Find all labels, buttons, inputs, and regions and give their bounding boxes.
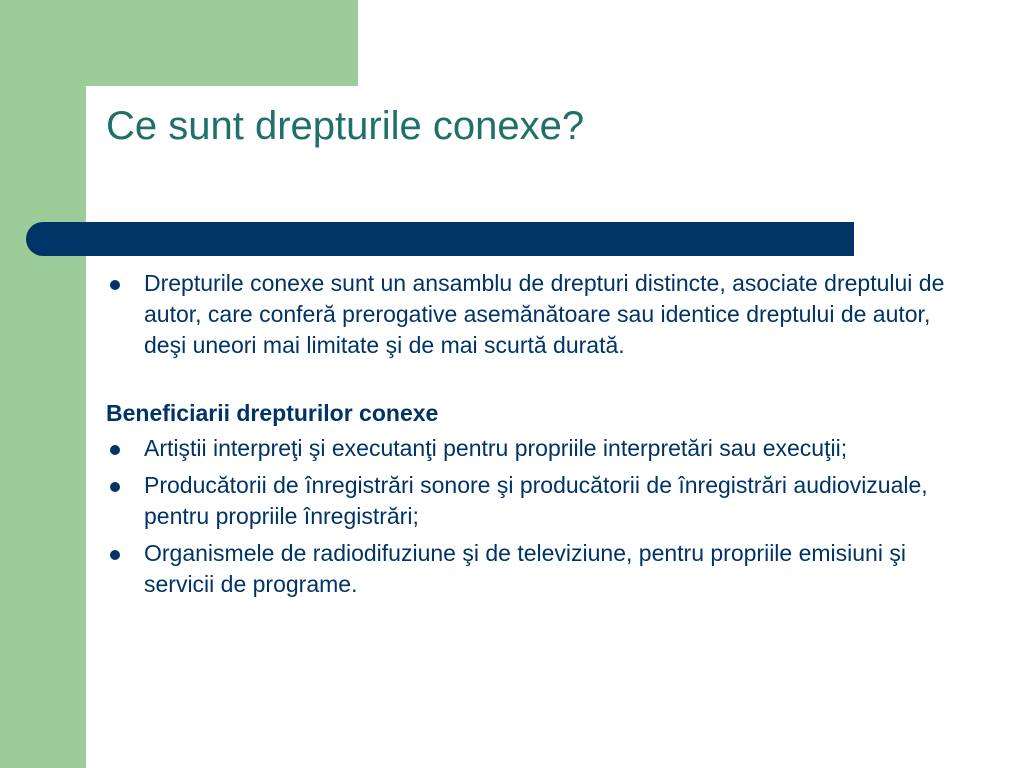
beneficiary-item: [106, 433, 966, 464]
beneficiary-item-text: Producătorii de înregistrări sonore şi producătorii de înregistrări audiovizuale, pentru propriile înregistrări;: [144, 472, 928, 529]
decorative-green-sidebar: [0, 0, 86, 768]
intro-bullet: [106, 268, 966, 361]
beneficiaries-heading: Beneficiarii drepturilor conexe: [106, 400, 439, 426]
bullet-dot-icon: [110, 482, 120, 492]
slide-body: [106, 268, 966, 606]
intro-bullet-text: Drepturile conexe sunt un ansamblu de drepturi distincte, asociate dreptului de autor, care conferă prerogative asemănătoare sau identice dreptului de autor, deşi uneori mai limitate şi de mai scurtă durată.: [144, 270, 945, 358]
decorative-blue-bar: [26, 222, 854, 256]
beneficiary-item: [106, 470, 966, 532]
decorative-green-top-block: [0, 0, 358, 86]
bullet-dot-icon: [110, 445, 120, 455]
slide-title: Ce sunt drepturile conexe?: [106, 104, 585, 148]
beneficiary-item-text: Artiştii interpreţi şi executanţi pentru propriile interpretări sau execuţii;: [144, 435, 848, 461]
beneficiary-item-text: Organismele de radiodifuziune şi de televiziune, pentru propriile emisiuni şi servicii de programe.: [144, 540, 906, 597]
beneficiary-item: [106, 538, 966, 600]
bullet-dot-icon: [110, 550, 120, 560]
bullet-dot-icon: [110, 280, 120, 290]
